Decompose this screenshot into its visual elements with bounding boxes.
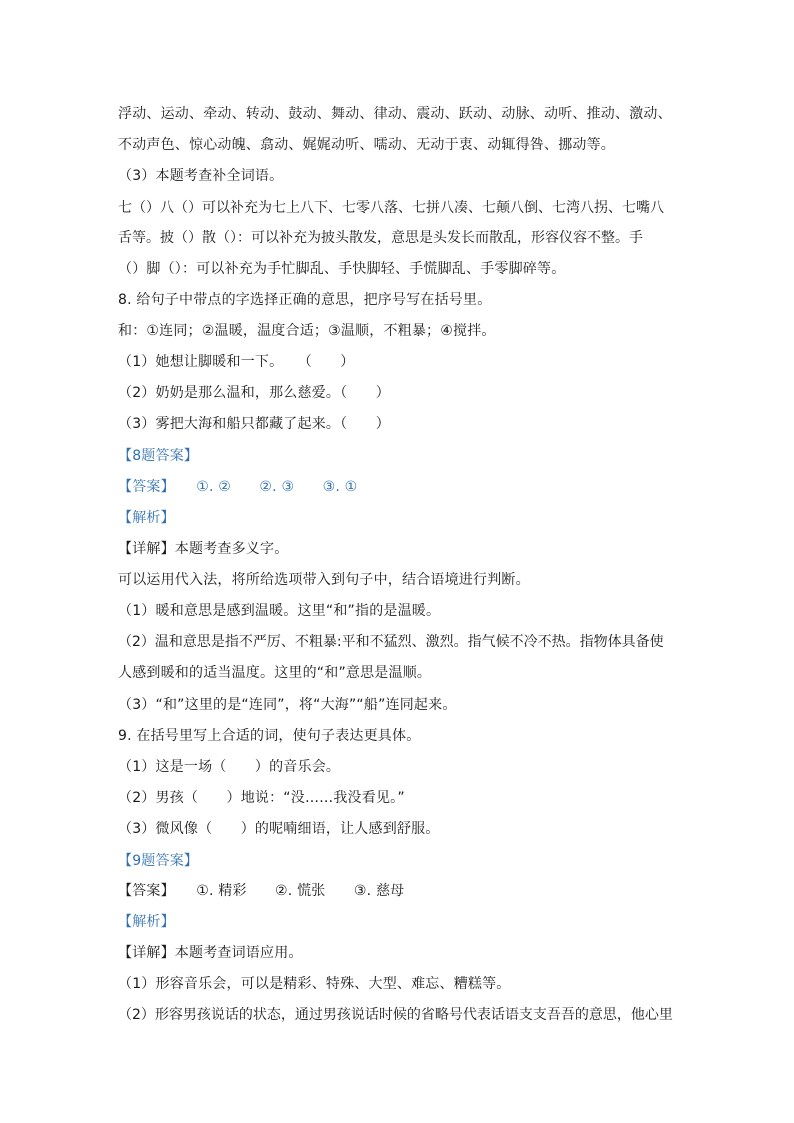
text-line-4: 七（）八（）可以补充为七上八下、七零八落、七拼八凑、七颠八倒、七湾八拐、七嘴八 bbox=[118, 200, 664, 216]
analysis-9-heading: 【解析】 bbox=[118, 914, 175, 930]
detail-9-line: 【详解】本题考查词语应用。 bbox=[118, 945, 303, 961]
answer-9-line: 【答案】 ①. 精彩 ②. 慌张 ③. 慈母 bbox=[118, 883, 405, 899]
question-9-item-1: （1）这是一场（ ）的音乐会。 bbox=[118, 759, 341, 775]
text-line-1: 浮动、运动、牵动、转动、鼓动、舞动、律动、震动、跃动、动脉、动听、推动、激动、 bbox=[118, 106, 672, 122]
answer-8-line: 【答案】 ①. ② ②. ③ ③. ① bbox=[118, 479, 358, 495]
question-9-item-3: （3）微风像（ ）的呢喃细语，让人感到舒服。 bbox=[118, 821, 440, 837]
analysis-9-line-2: （2）形容男孩说话的状态，通过男孩说话时候的省略号代表话语支支吾吾的意思，他心里 bbox=[118, 1007, 673, 1023]
text-line-6: （）脚（）：可以补充为手忙脚乱、手快脚轻、手慌脚乱、手零脚碎等。 bbox=[118, 261, 566, 277]
question-8-item-3: （3）雾把大海和船只都藏了起来。（ ） bbox=[118, 416, 390, 432]
analysis-8-line-3: （2）温和意思是指不严厉、不粗暴:平和不猛烈、激烈。指气候不冷不热。指物体具备使 bbox=[118, 634, 664, 650]
text-line-5: 舌等。披（）散（）：可以补充为披头散发，意思是头发长而散乱，形容仪容不整。手 bbox=[118, 230, 643, 246]
question-9-title: 9. 在括号里写上合适的词，使句子表达更具体。 bbox=[118, 728, 421, 744]
text-line-2: 不动声色、惊心动魄、翕动、娓娓动听、嚅动、无动于衷、动辄得咎、挪动等。 bbox=[118, 137, 615, 153]
analysis-8-line-4: 人感到暖和的适当温度。这里的“和”意思是温顺。 bbox=[118, 665, 432, 681]
question-8-item-1: （1）她想让脚暖和一下。 （ ） bbox=[118, 354, 355, 370]
analysis-8-line-2: （1）暖和意思是感到温暖。这里“和”指的是温暖。 bbox=[118, 603, 441, 619]
analysis-8-line-5: （3）“和”这里的是“连同”，将“大海”“船”连同起来。 bbox=[118, 697, 457, 713]
text-line-3: （3）本题考查补全词语。 bbox=[118, 168, 284, 184]
answer-8-heading: 【8题答案】 bbox=[118, 448, 199, 464]
analysis-8-line-1: 可以运用代入法，将所给选项带入到句子中，结合语境进行判断。 bbox=[118, 572, 530, 588]
question-8-definitions: 和：①连同；②温暖，温度合适；③温顺，不粗暴；④搅拌。 bbox=[118, 323, 496, 339]
answer-9-heading: 【9题答案】 bbox=[118, 853, 199, 869]
analysis-9-line-1: （1）形容音乐会，可以是精彩、特殊、大型、难忘、糟糕等。 bbox=[118, 976, 511, 992]
analysis-8-heading: 【解析】 bbox=[118, 510, 175, 526]
question-8-item-2: （2）奶奶是那么温和，那么慈爱。（ ） bbox=[118, 385, 390, 401]
question-9-item-2: （2）男孩（ ）地说：“没……我没看见。” bbox=[118, 790, 405, 806]
question-8-title: 8. 给句子中带点的字选择正确的意思，把序号写在括号里。 bbox=[118, 292, 492, 308]
detail-8-line: 【详解】本题考查多义字。 bbox=[118, 541, 289, 557]
